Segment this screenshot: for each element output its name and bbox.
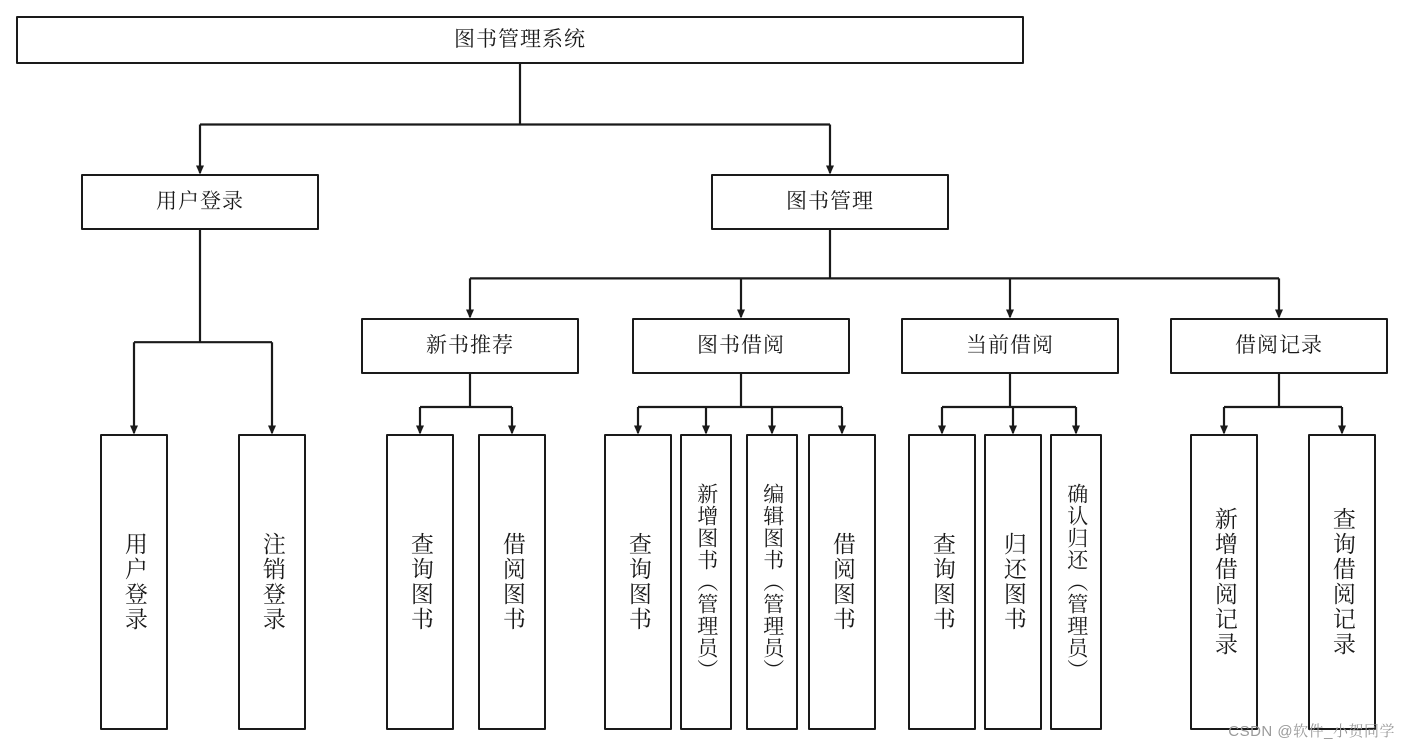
node-label: 用户登录 [156, 189, 244, 213]
node-root [16, 16, 1024, 64]
node-addbook [680, 434, 732, 730]
node-b1 [478, 434, 546, 730]
node-label: 查询图书 [625, 532, 652, 632]
node-borrow [632, 318, 850, 374]
node-q1 [386, 434, 454, 730]
node-login [81, 174, 319, 230]
node-label: 用户登录 [121, 532, 148, 632]
node-label: 归还图书 [1000, 532, 1027, 632]
node-label: 查询图书 [407, 532, 434, 632]
node-q3 [908, 434, 976, 730]
node-q2 [604, 434, 672, 730]
node-bookmgmt [711, 174, 949, 230]
node-userlogin [100, 434, 168, 730]
node-return [984, 434, 1042, 730]
node-newbook [361, 318, 579, 374]
node-label: 编辑图书（管理员） [760, 483, 784, 681]
node-addrec [1190, 434, 1258, 730]
node-label: 图书管理系统 [454, 27, 586, 51]
node-label: 借阅图书 [499, 532, 526, 632]
node-label: 当前借阅 [966, 333, 1054, 357]
node-qrec [1308, 434, 1376, 730]
watermark: CSDN @软件_小贺同学 [1228, 723, 1395, 740]
node-logout [238, 434, 306, 730]
node-label: 借阅记录 [1235, 333, 1323, 357]
node-label: 新书推荐 [426, 333, 514, 357]
node-editbook [746, 434, 798, 730]
node-confirm [1050, 434, 1102, 730]
node-label: 图书借阅 [697, 333, 785, 357]
node-b2 [808, 434, 876, 730]
node-label: 查询图书 [929, 532, 956, 632]
node-label: 新增图书（管理员） [694, 483, 718, 681]
node-label: 注销登录 [259, 532, 286, 632]
node-label: 新增借阅记录 [1211, 507, 1238, 657]
node-label: 借阅图书 [829, 532, 856, 632]
node-label: 确认归还（管理员） [1064, 483, 1088, 681]
node-current [901, 318, 1119, 374]
node-label: 图书管理 [786, 189, 874, 213]
node-label: 查询借阅记录 [1329, 507, 1356, 657]
node-records [1170, 318, 1388, 374]
